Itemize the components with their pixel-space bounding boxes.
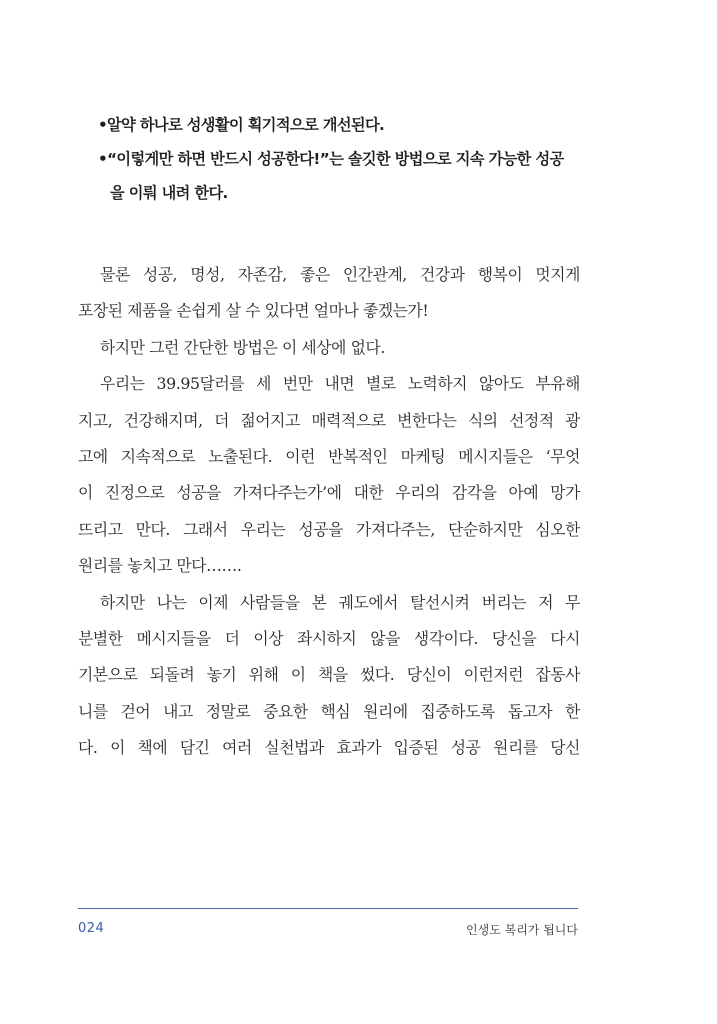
bullet-marker: • [98,150,108,168]
paragraph-line: 뜨리고 만다. 그래서 우리는 성공을 가져다주는, 단순하지만 심오한 [78,519,580,539]
bullet-list [98,108,588,210]
bullet-text-continuation: 을 이뤄 내려 한다. [110,184,228,202]
paragraph-line: 하지만 그런 간단한 방법은 이 세상에 없다. [100,337,385,357]
paragraph-line: 다. 이 책에 담긴 여러 실천법과 효과가 입증된 성공 원리를 당신 [78,738,580,758]
paragraph-line: 우리는 39.95달러를 세 번만 내면 별로 노력하지 않아도 부유해 [100,374,580,394]
paragraph-line: 니를 걷어 내고 정말로 중요한 핵심 원리에 집중하도록 돕고자 한 [78,701,580,721]
bullet-text: 알약 하나로 성생활이 획기적으로 개선된다. [107,116,385,134]
paragraph-line: 포장된 제품을 손쉽게 살 수 있다면 얼마나 좋겠는가! [78,301,429,321]
page-number: 024 [78,921,105,936]
bullet-text: “이렇게만 하면 반드시 성공한다!”는 솔깃한 방법으로 지속 가능한 성공 [107,150,564,168]
running-footer-title: 인생도 복리가 됩니다 [466,923,578,937]
paragraph-line: 이 진정으로 성공을 가져다주는가’에 대한 우리의 감각을 아예 망가 [78,483,580,503]
paragraph-line: 원리를 놓치고 만다……. [78,556,242,576]
paragraph-line: 지고, 건강해지며, 더 젊어지고 매력적으로 변한다는 식의 선정적 광 [78,410,580,430]
bullet-item-2 [98,142,588,210]
bullet-item-1 [98,108,588,142]
paragraph-line: 고에 지속적으로 노출된다. 이런 반복적인 마케팅 메시지들은 ‘무엇 [78,446,580,466]
paragraph-line: 하지만 나는 이제 사람들을 본 궤도에서 탈선시켜 버리는 저 무 [100,592,580,612]
body-text [78,257,580,766]
paragraph-line: 물론 성공, 명성, 자존감, 좋은 인간관계, 건강과 행복이 멋지게 [100,265,580,284]
footer-divider [78,908,578,909]
paragraph-line: 분별한 메시지들을 더 이상 좌시하지 않을 생각이다. 당신을 다시 [78,628,580,648]
bullet-marker: • [98,116,108,134]
paragraph-line: 기본으로 되돌려 놓기 위해 이 책을 썼다. 당신이 이런저런 잡동사 [78,665,580,685]
